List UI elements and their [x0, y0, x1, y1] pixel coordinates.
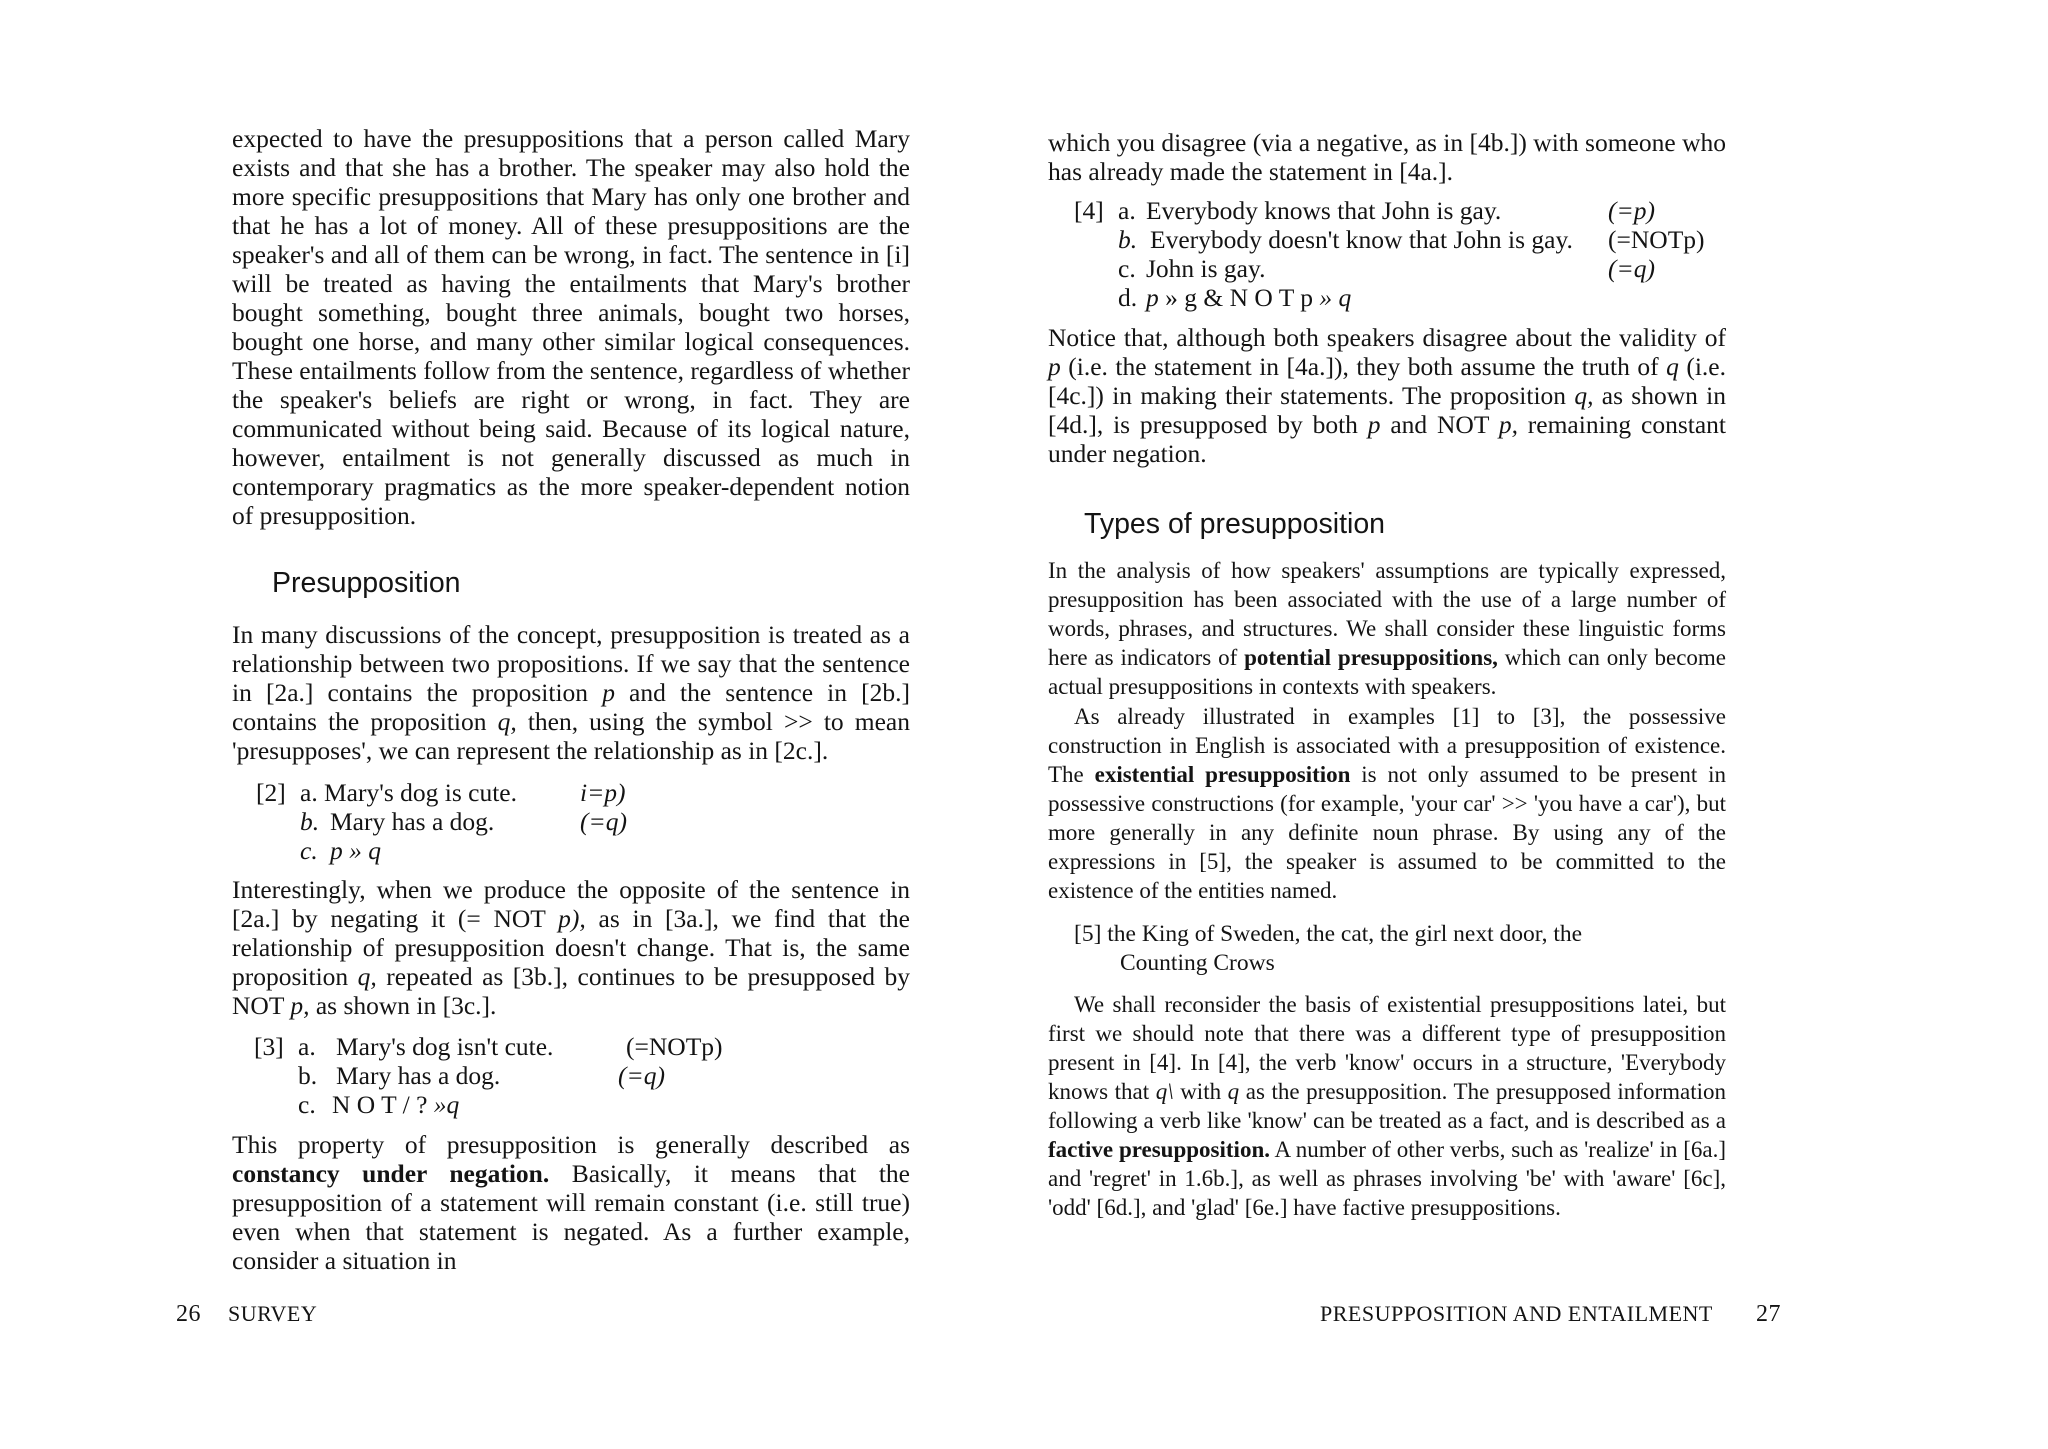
example-gloss: i=p): [580, 778, 626, 807]
example-formula: N O T / ? »q: [332, 1090, 460, 1119]
example-sentence: Everybody knows that John is gay.: [1146, 196, 1502, 225]
example-gloss: (=q): [618, 1061, 665, 1090]
example-label: b.: [298, 1061, 318, 1090]
example-label: d.: [1118, 283, 1138, 312]
example-sentence: Counting Crows: [1120, 950, 1275, 976]
example-gloss: (=q): [580, 807, 627, 836]
running-head-right: PRESUPPOSITION AND ENTAILMENT: [1320, 1301, 1713, 1326]
paragraph-disagree: which you disagree (via a negative, as in [4b.]) with someone who has already made the statement in [4a.].: [1048, 128, 1726, 186]
example-number: [4]: [1074, 196, 1104, 225]
example-number: [3]: [254, 1032, 284, 1061]
example-sentence: Mary's dog isn't cute.: [336, 1032, 554, 1061]
example-formula: p » g & N O T p » q: [1146, 283, 1352, 312]
example-number: [2]: [256, 778, 286, 807]
paragraph-factive: We shall reconsider the basis of existential presuppositions latei, but first we should note that there was a different type of presupposition present in [4]. In [4], the verb 'know' occurs in a structure, 'Everybody knows that q\ with q as the presupposition. The presupposed information following a verb like 'know' can be treated as a fact, and is described as a factive presupposition. A number of other verbs, such as 'realize' in [6a.] and 'regret' in 1.6b.], as well as phrases involving 'be' with 'aware' [6c], 'odd' [6d.], and 'glad' [6e.] have factive presuppositions.: [1048, 992, 1727, 1220]
running-head-left: SURVEY: [228, 1301, 318, 1326]
example-sentence: John is gay.: [1146, 254, 1266, 283]
paragraph-negation: Interestingly, when we produce the opposite of the sentence in [2a.] by negating it (= NOT p), as in [3a.], we find that the relationship of presupposition doesn't change. That is, the same proposition q, repeated as [3b.], continues to be presupposed by NOT p, as shown in [3c.].: [232, 875, 911, 1020]
page-number-left: 26: [176, 1301, 201, 1327]
paragraph-constancy: This property of presupposition is generally described as constancy under negation. Basically, it means that the presupposition of a statement will remain constant (i.e. still true) even when that statement is negated. As a further example, consider a situation in: [232, 1130, 910, 1275]
paragraph-presupposition-intro: In many discussions of the concept, presupposition is treated as a relationship between two propositions. If we say that the sentence in [2a.] contains the proposition p and the sentence in [2b.] contains the proposition q, then, using the symbol >> to mean 'presupposes', we can represent the relationship as in [2c.].: [232, 620, 910, 765]
example-gloss: (=q): [1608, 254, 1655, 283]
example-sentence: Mary has a dog.: [336, 1061, 501, 1090]
example-label: b.: [1118, 225, 1138, 254]
section-heading-presupposition: Presupposition: [272, 567, 461, 599]
paragraph-types-intro: In the analysis of how speakers' assumptions are typically expressed, presupposition has been associated with the use of a large number of words, phrases, and structures. We shall consider these linguistic forms here as indicators of potential presuppositions, which can only become actual presuppositions in contexts with speakers.: [1048, 558, 1727, 699]
example-label: b.: [300, 807, 320, 836]
example-label: c.: [1118, 254, 1136, 283]
example-sentence: Mary has a dog.: [330, 807, 495, 836]
example-formula: p » q: [330, 836, 381, 865]
example-label: c.: [300, 836, 318, 865]
example-sentence: Everybody doesn't know that John is gay.: [1150, 225, 1573, 254]
example-label: a.: [300, 778, 318, 807]
example-label: a.: [1118, 196, 1136, 225]
example-gloss: (=p): [1608, 196, 1655, 225]
example-gloss: (=NOTp): [1608, 225, 1705, 254]
example-sentence: Mary's dog is cute.: [324, 778, 517, 807]
example-label: a.: [298, 1032, 316, 1061]
page-number-right: 27: [1756, 1301, 1781, 1327]
section-heading-types: Types of presupposition: [1084, 508, 1386, 540]
paragraph-validity: Notice that, although both speakers disagree about the validity of p (i.e. the statement in [4a.]), they both assume the truth of q (i.e. [4c.]) in making their statements. The proposition q, as shown in [4d.], is presupposed by both p and NOT p, remaining constant under negation.: [1048, 323, 1726, 468]
example-gloss: (=NOTp): [626, 1032, 723, 1061]
example-label: c.: [298, 1090, 316, 1119]
paragraph-existential: As already illustrated in examples [1] to [3], the possessive construction in English is associated with a presupposition of existence. The existential presupposition is not only assumed to be present in possessive constructions (for example, 'your car' >> 'you have a car'), but more generally in any definite noun phrase. By using any of the expressions in [5], the speaker is assumed to be committed to the existence of the entities named.: [1048, 704, 1726, 903]
example-sentence: [5] the King of Sweden, the cat, the girl next door, the: [1074, 921, 1583, 947]
paragraph-entailment: expected to have the presuppositions that a person called Mary exists and that she has a brother. The speaker may also hold the more specific presuppositions that Mary has only one brother and that he has a lot of money. All of these presuppositions are the speaker's and all of them can be wrong, in fact. The sentence in [i] will be treated as having the entailments that Mary's brother bought something, bought three animals, bought two horses, bought one horse, and many other similar logical consequences. These entailments follow from the sentence, regardless of whether the speaker's beliefs are right or wrong, in fact. They are communicated without being said. Because of its logical nature, however, entailment is not generally discussed as much in contemporary pragmatics as the more speaker-dependent notion of presupposition.: [232, 124, 910, 530]
